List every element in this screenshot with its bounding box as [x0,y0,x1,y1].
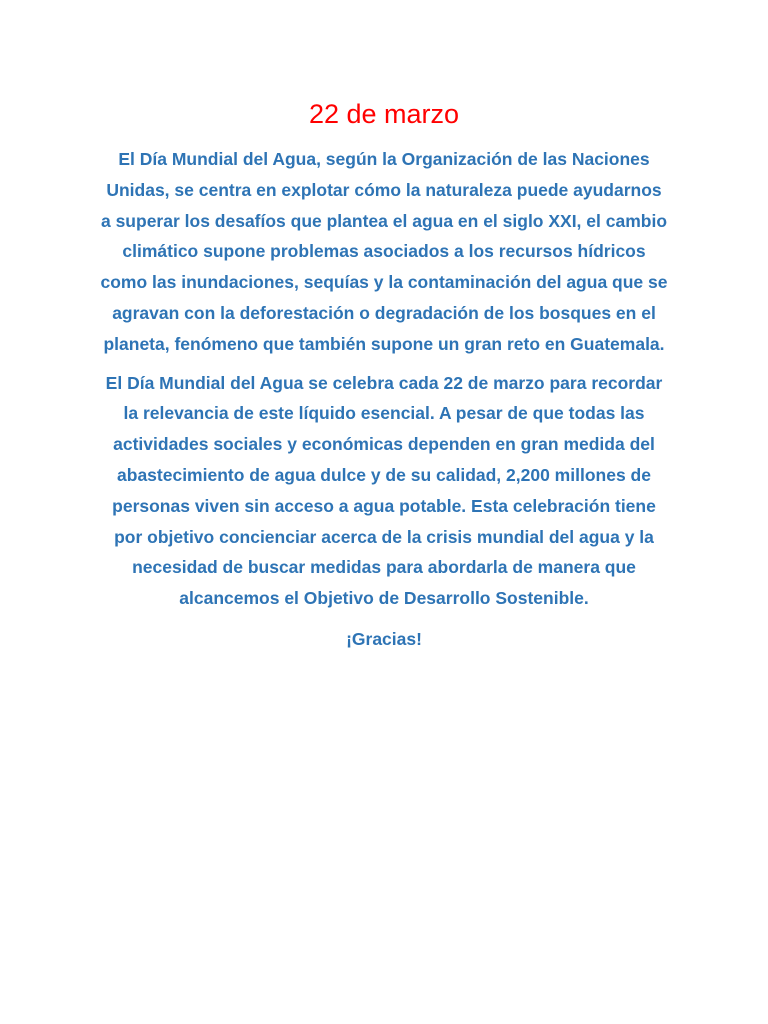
closing-text: ¡Gracias! [346,628,422,649]
paragraph-2: El Día Mundial del Agua se celebra cada 22 de marzo para recordar la relevancia de este líquido esencial. A pesar de que todas las actividades sociales y económicas dependen en gran medida del abastecimiento de agua dulce y de su calidad, 2,200 millones de personas viven sin acceso a agua potable. Esta celebración tiene por objetivo concienciar acerca de la crisis mundial del agua y la necesidad de buscar medidas para abordarla de manera que alcancemos el Objetivo de Desarrollo Sostenible. [105,372,663,609]
document-title: 22 de marzo [308,99,460,129]
paragraph-1: El Día Mundial del Agua, según la Organización de las Naciones Unidas, se centra en explotar cómo la naturaleza puede ayudarnos a superar los desafíos que plantea el agua en el siglo XXI, el cambio climático supone problemas asociados a los recursos hídricos como las inundaciones, sequías y la contaminación del agua que se agravan con la deforestación o degradación de los bosques en el planeta, fenómeno que también supone un gran reto en Guatemala. [100,149,668,354]
